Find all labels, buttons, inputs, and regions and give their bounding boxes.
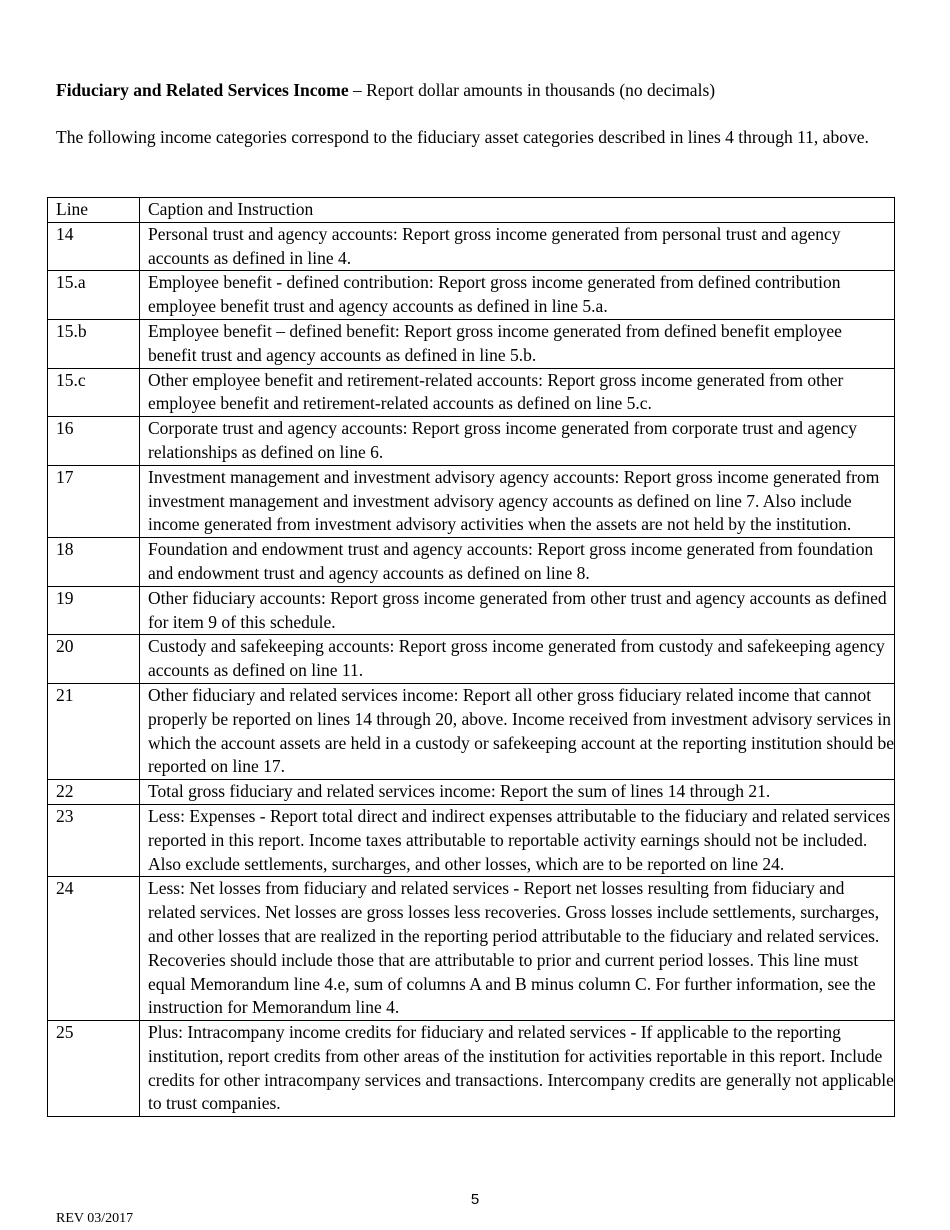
instruction-text: Total gross fiduciary and related services income: Report the sum of lines 14 through 21.	[140, 780, 895, 805]
page-number: 5	[470, 1191, 480, 1208]
instruction-text: Less: Expenses - Report total direct and indirect expenses attributable to the fiduciary and related services reported in this report. Income taxes attributable to reportable activity earnings should not be included. Also exclude settlements, surcharges, and other losses, which are to be reported on line 24.	[140, 804, 895, 876]
table-row	[48, 465, 895, 537]
table-row	[48, 222, 895, 271]
line-number: 15.b	[48, 319, 140, 368]
line-number: 15.a	[48, 271, 140, 320]
section-heading-subtitle: – Report dollar amounts in thousands (no decimals)	[348, 80, 716, 100]
table-row	[48, 271, 895, 320]
instruction-text: Personal trust and agency accounts: Report gross income generated from personal trust and agency accounts as defined in line 4.	[140, 222, 895, 271]
table-row	[48, 538, 895, 587]
line-number: 16	[48, 417, 140, 466]
section-heading	[56, 79, 896, 101]
line-number: 23	[48, 804, 140, 876]
instruction-text: Employee benefit – defined benefit: Report gross income generated from defined benefit employee benefit trust and agency accounts as defined in line 5.b.	[140, 319, 895, 368]
instruction-text: Other employee benefit and retirement-related accounts: Report gross income generated from other employee benefit and retirement-related accounts as defined on line 5.c.	[140, 368, 895, 417]
table-row	[48, 586, 895, 635]
table-row	[48, 635, 895, 684]
revision-label: REV 03/2017	[56, 1211, 134, 1226]
line-number: 21	[48, 683, 140, 779]
instruction-text: Foundation and endowment trust and agency accounts: Report gross income generated from foundation and endowment trust and agency accounts as defined on line 8.	[140, 538, 895, 587]
table-row	[48, 368, 895, 417]
table-row	[48, 877, 895, 1021]
instruction-text: Employee benefit - defined contribution: Report gross income generated from defined contribution employee benefit trust and agency accounts as defined in line 5.a.	[140, 271, 895, 320]
instruction-text: Other fiduciary accounts: Report gross income generated from other trust and agency accounts as defined for item 9 of this schedule.	[140, 586, 895, 635]
line-number: 18	[48, 538, 140, 587]
table-header-row	[48, 198, 895, 223]
line-number: 25	[48, 1021, 140, 1117]
column-header-caption: Caption and Instruction	[140, 198, 895, 223]
line-number: 24	[48, 877, 140, 1021]
line-number: 20	[48, 635, 140, 684]
table-row	[48, 319, 895, 368]
instructions-table	[47, 197, 895, 1117]
table-row	[48, 1021, 895, 1117]
line-number: 15.c	[48, 368, 140, 417]
instruction-text: Less: Net losses from fiduciary and related services - Report net losses resulting from fiduciary and related services. Net losses are gross losses less recoveries. Gross losses include settlements, surcharges, and other losses that are realized in the reporting period attributable to the fiduciary and related services. Recoveries should include those that are attributable to prior and current period losses. This line must equal Memorandum line 4.e, sum of columns A and B minus column C. For further information, see the instruction for Memorandum line 4.	[140, 877, 895, 1021]
table-row	[48, 780, 895, 805]
intro-paragraph: The following income categories correspond to the fiduciary asset categories described in lines 4 through 11, above.	[56, 127, 869, 147]
instruction-text: Investment management and investment advisory agency accounts: Report gross income generated from investment management and investment advisory agency accounts as defined on line 7. Also include income generated from investment advisory activities when the assets are not held by the institution.	[140, 465, 895, 537]
instruction-text: Plus: Intracompany income credits for fiduciary and related services - If applicable to the reporting institution, report credits from other areas of the institution for activities reportable in this report. Include credits for other intracompany services and transactions. Intercompany credits are generally not applicable to trust companies.	[140, 1021, 895, 1117]
line-number: 17	[48, 465, 140, 537]
table-row	[48, 417, 895, 466]
line-number: 14	[48, 222, 140, 271]
instruction-text: Corporate trust and agency accounts: Report gross income generated from corporate trust and agency relationships as defined on line 6.	[140, 417, 895, 466]
instruction-text: Other fiduciary and related services income: Report all other gross fiduciary related income that cannot properly be reported on lines 14 through 20, above. Income received from investment advisory services in which the account assets are held in a custody or safekeeping account at the reporting institution should be reported on line 17.	[140, 683, 895, 779]
line-number: 22	[48, 780, 140, 805]
instruction-text: Custody and safekeeping accounts: Report gross income generated from custody and safekeeping agency accounts as defined on line 11.	[140, 635, 895, 684]
table-row	[48, 683, 895, 779]
table-row	[48, 804, 895, 876]
section-heading-title: Fiduciary and Related Services Income	[56, 80, 349, 100]
line-number: 19	[48, 586, 140, 635]
column-header-line: Line	[48, 198, 140, 223]
